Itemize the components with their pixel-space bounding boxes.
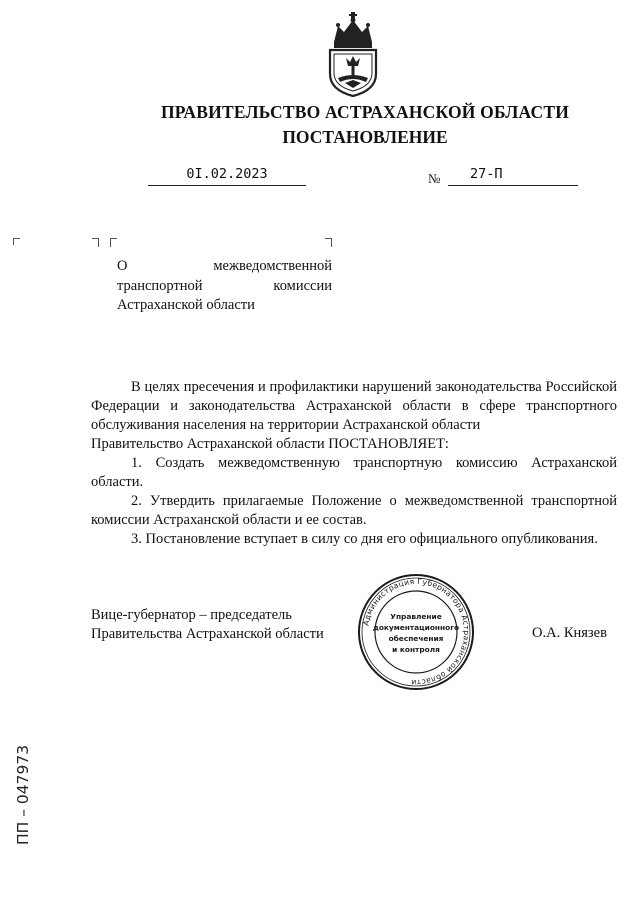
stamp-outer-text: Администрация Губернатора Астраханской области bbox=[361, 576, 472, 688]
organization-title: ПРАВИТЕЛЬСТВО АСТРАХАНСКОЙ ОБЛАСТИ bbox=[160, 102, 570, 122]
stamp-inner-line: обеспечения bbox=[388, 634, 444, 643]
list-item: 2. Утвердить прилагаемые Положение о межведомственной транспортной комиссии Астраханской области и ее состав. bbox=[91, 493, 617, 528]
document-subject: О межведомственной транспортной комиссии Астраханской области bbox=[117, 258, 332, 313]
signer-position bbox=[91, 606, 324, 644]
list-item: 1. Создать межведомственную транспортную комиссию Астраханской области. bbox=[91, 455, 617, 490]
preamble-text: В целях пресечения и профилактики нарушений законодательства Российской Федерации и законодательства Астраханской области в сфере транспортного обслуживания населения на территории Астраханской области bbox=[91, 379, 617, 433]
document-date: 0I.02.2023 bbox=[148, 166, 306, 186]
registration-number: ПП – 047973 bbox=[14, 744, 32, 845]
number-sign: № bbox=[428, 171, 441, 186]
address-corner-mark bbox=[92, 238, 99, 247]
stamp-inner-line: и контроля bbox=[392, 645, 440, 654]
document-body bbox=[91, 378, 617, 549]
stamp-inner-line: Управление bbox=[390, 612, 442, 621]
preamble-paragraph bbox=[91, 378, 617, 435]
coat-of-arms-emblem bbox=[320, 12, 386, 98]
official-stamp bbox=[356, 573, 476, 691]
stamp-inner-line: документационного bbox=[372, 623, 460, 632]
document-number: 27-П bbox=[470, 166, 503, 182]
signer-name: О.А. Князев bbox=[532, 625, 607, 641]
signer-position-line: Вице-губернатор – председатель bbox=[91, 607, 292, 623]
list-item: 3. Постановление вступает в силу со дня его официального опубликования. bbox=[131, 531, 598, 547]
document-type-title: ПОСТАНОВЛЕНИЕ bbox=[282, 127, 448, 147]
signer-position-line: Правительства Астраханской области bbox=[91, 626, 324, 642]
subject-corner-mark bbox=[325, 238, 332, 247]
subject-corner-mark bbox=[110, 238, 117, 247]
document-number-field bbox=[448, 166, 578, 186]
address-corner-mark bbox=[13, 238, 20, 245]
decree-line: Правительство Астраханской области ПОСТАНОВЛЯЕТ: bbox=[91, 436, 449, 452]
